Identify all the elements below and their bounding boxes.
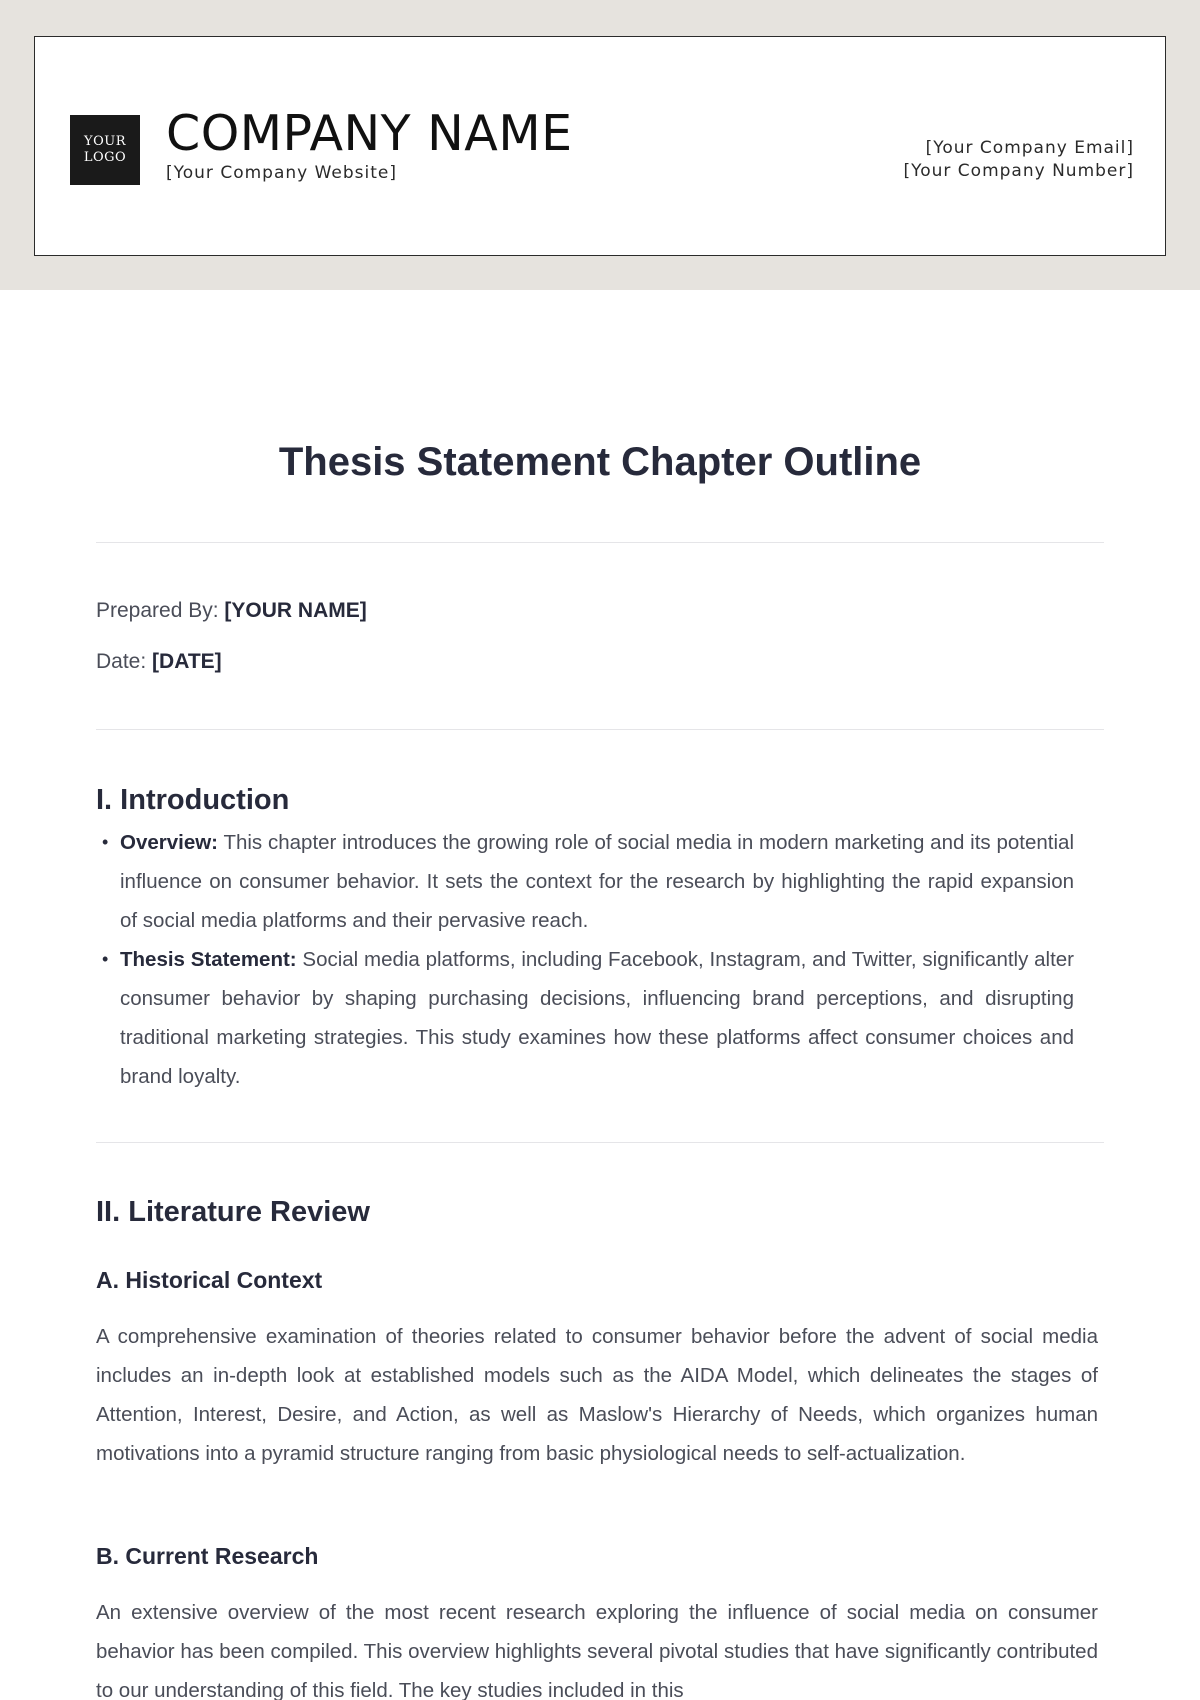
logo-line-2: LOGO [83,150,127,165]
divider [96,729,1104,730]
header-band [0,0,1200,290]
company-email: [Your Company Email] [925,138,1134,158]
divider [96,1142,1104,1143]
company-contact [903,137,1134,183]
item-text: This chapter introduces the growing role of social media in modern marketing and its potential influence on consumer behavior. It sets the context for the research by highlighting the rapid expansion of social media platforms and their pervasive reach. [120,831,1075,932]
item-text: Social media platforms, including Facebook, Instagram, and Twitter, significantly alter consumer behavior by shaping purchasing decisions, influencing brand perceptions, and disrupting traditional marketing strategies. This study examines how these platforms affect consumer choices and brand loyalty. [120,948,1074,1088]
date-value: [DATE] [152,650,222,673]
list-item [96,823,1074,940]
date-label: Date: [96,650,147,673]
current-research-text: An extensive overview of the most recent research exploring the influence of social media on consumer behavior has been compiled. This overview highlights several pivotal studies that have significantly contributed to our understanding of this field. The key studies included in this [96,1601,1098,1700]
item-label: Thesis Statement: [120,948,297,971]
current-research-heading: B. Current Research [96,1543,319,1569]
literature-review-heading: II. Literature Review [96,1196,370,1228]
list-item [96,940,1074,1096]
date [96,650,222,674]
company-logo [70,115,140,185]
item-label: Overview: [120,831,218,854]
historical-context-text: A comprehensive examination of theories related to consumer behavior before the advent of social media includes an in-depth look at established models such as the AIDA Model, which delineates the stages of Attention, Interest, Desire, and Action, as well as Maslow's Hierarchy of Needs, which organizes human motivations into a pyramid structure ranging from basic physiological needs to self-actualization. [96,1325,1098,1465]
prepared-by-value: [YOUR NAME] [224,599,367,622]
introduction-list [96,823,1074,1096]
company-name: COMPANY NAME [166,105,573,162]
page-title: Thesis Statement Chapter Outline [278,440,922,484]
prepared-by [96,599,367,623]
company-number: [Your Company Number] [903,161,1134,181]
company-website: [Your Company Website] [166,163,398,183]
introduction-heading: I. Introduction [96,784,290,816]
company-header [34,36,1166,256]
prepared-by-label: Prepared By: [96,599,219,622]
historical-context-heading: A. Historical Context [96,1267,323,1293]
divider [96,542,1104,543]
logo-line-1: YOUR [84,134,126,149]
